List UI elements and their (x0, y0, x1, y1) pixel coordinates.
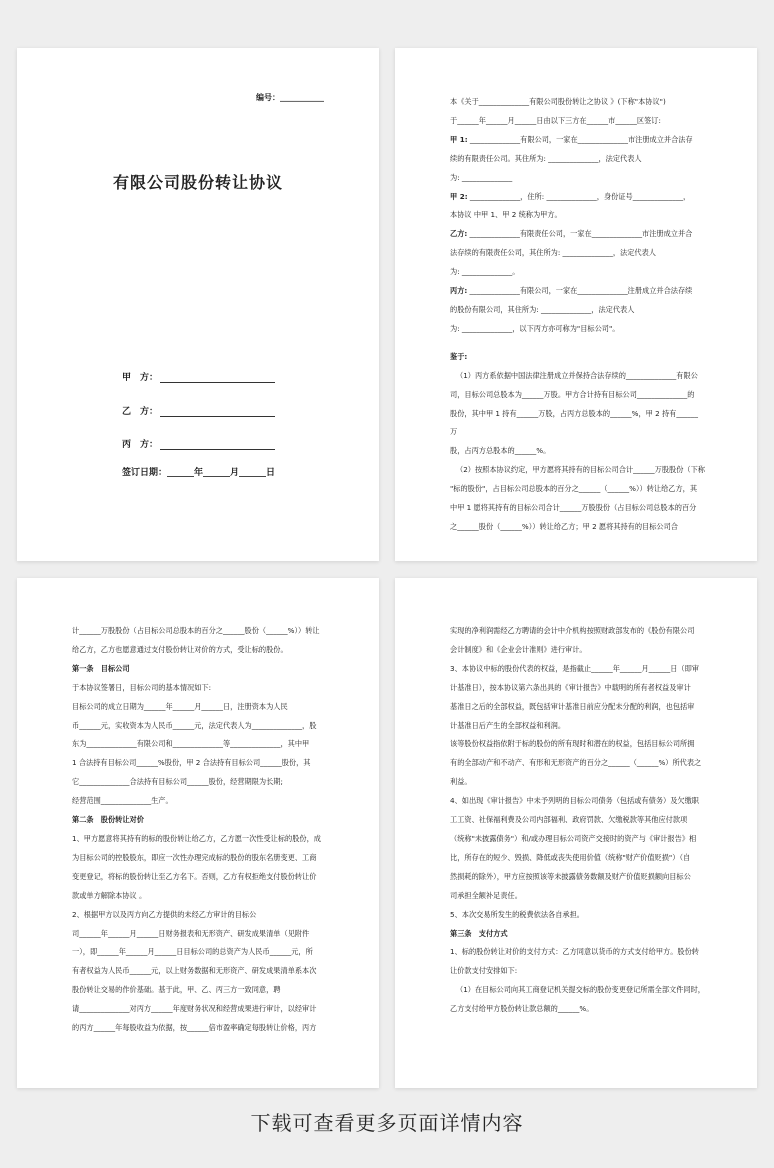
document-line: 第三条 支付方式 (450, 928, 508, 938)
document-line: 款或单方解除本协议 。 (72, 890, 147, 900)
party-b-label: 乙 方： (122, 407, 159, 417)
document-line: 有者权益为人民币______元，以上财务数据和无形资产、研发成果清单系本次 (72, 966, 317, 976)
document-line: 1、甲方愿意将其持有的标的股份转让给乙方，乙方愿一次性受让标的股份，成 (72, 833, 321, 843)
document-line: 甲 2: ______________，住所: ______________，身份证号______________， (450, 191, 691, 201)
document-line: 比，所存在的短少、毁损、降低或丧失使用价值（统称"财产价值贬损"）（自 (450, 852, 691, 862)
document-line: "标的股份"，占目标公司总股本的百分之______（______%））转让给乙方，其 (450, 484, 698, 494)
serial-number-label: 编号：___________ (256, 93, 324, 102)
document-line: 它______________合法持有目标公司______股份，经营期限为长期; (72, 777, 283, 787)
document-line: 司，目标公司总股本为______万股。甲方合计持有目标公司______________的 (450, 389, 695, 399)
document-line: （2）按照本协议约定，甲方愿将其持有的目标公司合计______万股股份（下称 (456, 465, 705, 475)
document-line: 变更登记，将标的股份转让至乙方名下。否则，乙方有权拒绝支付股份转让价 (72, 871, 317, 881)
document-line: 为: ______________，以下丙方亦可称为"目标公司"。 (450, 323, 620, 333)
document-line: 中甲 1 愿将其持有的目标公司合计______万股股份（占目标公司总股本的百分 (450, 503, 697, 513)
document-line: 经营范围______________生产。 (72, 796, 173, 806)
document-line: 然损耗的除外），甲方应按照该等未披露债务数额及财产价值贬损额向目标公 (450, 871, 691, 881)
party-b-line (160, 407, 275, 417)
page-3-body (72, 622, 327, 1038)
document-line: 给乙方，乙方也愿意通过支付股份转让对价的方式，受让标的股份。 (72, 644, 288, 654)
document-line: 第一条 目标公司 (72, 663, 130, 673)
party-a-field (122, 370, 275, 383)
page-2-body (450, 93, 705, 537)
party-c-field (122, 437, 275, 450)
document-line: 丙方: ______________有限公司，一家在______________注册成立并合法存续 (450, 286, 693, 296)
document-line: 本《关于______________有限公司股份转让之协议 》(下称"本协议") (450, 97, 666, 106)
document-line: 实现的净利润需经乙方聘请的会计中介机构按照财政部发布的《股份有限公司 (450, 626, 695, 635)
document-line: 的股份有限公司，其住所为: ______________，法定代表人 (450, 304, 635, 314)
document-line: 该等股份权益指依附于标的股份的所有现时和潜在的权益，包括目标公司所拥 (450, 739, 695, 749)
document-line: 为目标公司的控股股东，即应一次性办理完成标的股份的股东名册变更、工商 (72, 852, 317, 862)
document-line: 1 合法持有目标公司______%股份，甲 2 合法持有目标公司______股份，其 (72, 758, 311, 768)
document-line: 目标公司的成立日期为______年______月______日，注册资本为人民 (72, 701, 288, 711)
document-line: （1）在目标公司向其工商登记机关提交标的股份变更登记所需全部文件同时， (456, 985, 705, 995)
document-line: 工工资、社保福利费及公司内部福利、政府罚款、欠缴税款等其他应付款项 (450, 815, 688, 825)
document-line: 3、本协议中标的股份代表的权益，是指截止______年______月______日（即审 (450, 663, 699, 673)
document-line: 计基准日后产生的全部权益和利润。 (450, 720, 566, 730)
document-line: 计基准日），按本协议第六条出具的《审计报告》中载明的所有者权益及审计 (450, 682, 691, 692)
document-line: 于本协议签署日，目标公司的基本情况如下: (72, 682, 211, 692)
document-line: 币______元，实收资本为人民币______元，法定代表人为______________，股 (72, 720, 317, 730)
document-line: 续的有限责任公司。其住所为: ______________，法定代表人 (450, 153, 642, 163)
cover-page (17, 48, 379, 561)
document-line: （统称"未披露债务"）和/或办理目标公司资产交接时的资产与《审计报告》相 (450, 833, 697, 843)
document-title: 有限公司股份转让协议 (112, 173, 283, 192)
party-b-field (122, 404, 275, 417)
document-line: 一），即______年______月______日目标公司的总资产为人民币______元，所 (72, 947, 313, 957)
document-line: 鉴于: (450, 351, 468, 361)
document-line: 计______万股股份（占目标公司总股本的百分之______股份（______%））转让 (72, 626, 320, 635)
document-line: 5、本次交易所发生的税费依法各自承担。 (450, 909, 584, 919)
sign-date: 签订日期：______年______月______日 (122, 468, 276, 478)
document-line: 东为______________有限公司和______________等______________，其中甲 (72, 739, 310, 749)
party-a-line (160, 373, 275, 383)
document-line: 4、如出现《审计报告》中未予列明的目标公司债务（包括或有债务）及欠缴职 (450, 796, 699, 806)
document-line: 的丙方______年每股收益为依据，按______倍市盈率确定每股转让价格，丙方 (72, 1023, 317, 1033)
document-line: 司承担全额补足责任。 (450, 890, 522, 900)
document-line: 有的全部动产和不动产、有形和无形资产的百分之______（______%）所代表之 (450, 758, 702, 768)
document-line: 乙方支付给甲方股份转让款总额的______%。 (450, 1004, 594, 1014)
document-line: 利益。 (450, 777, 472, 787)
document-line: 为: ______________。 (450, 267, 520, 277)
document-line: 司______年______月______日财务报表和无形资产、研发成果清单（见附件 (72, 928, 310, 938)
document-line: 为: ______________ (450, 172, 513, 182)
document-line: 甲 1: ______________有限公司，一家在______________市注册成立并合法存 (450, 134, 693, 144)
document-line: 股份，其中甲 1 持有______万股，占丙方总股本的______%，甲 2 持有______万 (450, 408, 698, 437)
document-line: 2、根据甲方以及丙方向乙方提供的未经乙方审计的目标公 (72, 909, 257, 919)
page-2 (395, 48, 757, 561)
party-c-line (160, 440, 275, 450)
document-line: 请______________对丙方______年度财务状况和经营成果进行审计，以经审计 (72, 1004, 317, 1014)
party-c-label: 丙 方： (122, 440, 159, 450)
document-line: 第二条 股份转让对价 (72, 815, 144, 825)
document-line: 会计制度》和《企业会计准则》进行审计。 (450, 644, 587, 654)
page-4-body (450, 622, 705, 1019)
document-line: 法存续的有限责任公司，其住所为: ______________，法定代表人 (450, 248, 656, 258)
document-line: 让价款支付安排如下: (450, 966, 518, 976)
party-a-label: 甲 方： (122, 373, 159, 383)
document-line: （1）丙方系依据中国法律注册成立并保持合法存续的______________有限公 (456, 370, 698, 380)
document-line: 乙方: ______________有限责任公司，一家在______________市注册成立并合 (450, 229, 693, 239)
document-line: 本协议 中甲 1、甲 2 统称为甲方。 (450, 210, 562, 220)
document-line: 股份转让交易的作价基础。基于此，甲、乙、丙三方一致同意，聘 (72, 985, 281, 995)
document-line: 于______年______月______日由以下三方在______市______区签订: (450, 115, 661, 125)
document-line: 1、标的股份转让对价的支付方式：乙方同意以货币的方式支付给甲方。股份转 (450, 947, 699, 957)
document-line: 股，占丙方总股本的______%。 (450, 446, 551, 456)
document-line: 之______股份（______%））转让给乙方；甲 2 愿将其持有的目标公司合 (450, 521, 678, 531)
page-4 (395, 578, 757, 1088)
download-more-caption: 下载可查看更多页面详情内容 (250, 1111, 524, 1135)
document-line: 基准日之后的全部权益，既包括审计基准日前应分配未分配的利润，也包括审 (450, 701, 695, 711)
page-3 (17, 578, 379, 1088)
